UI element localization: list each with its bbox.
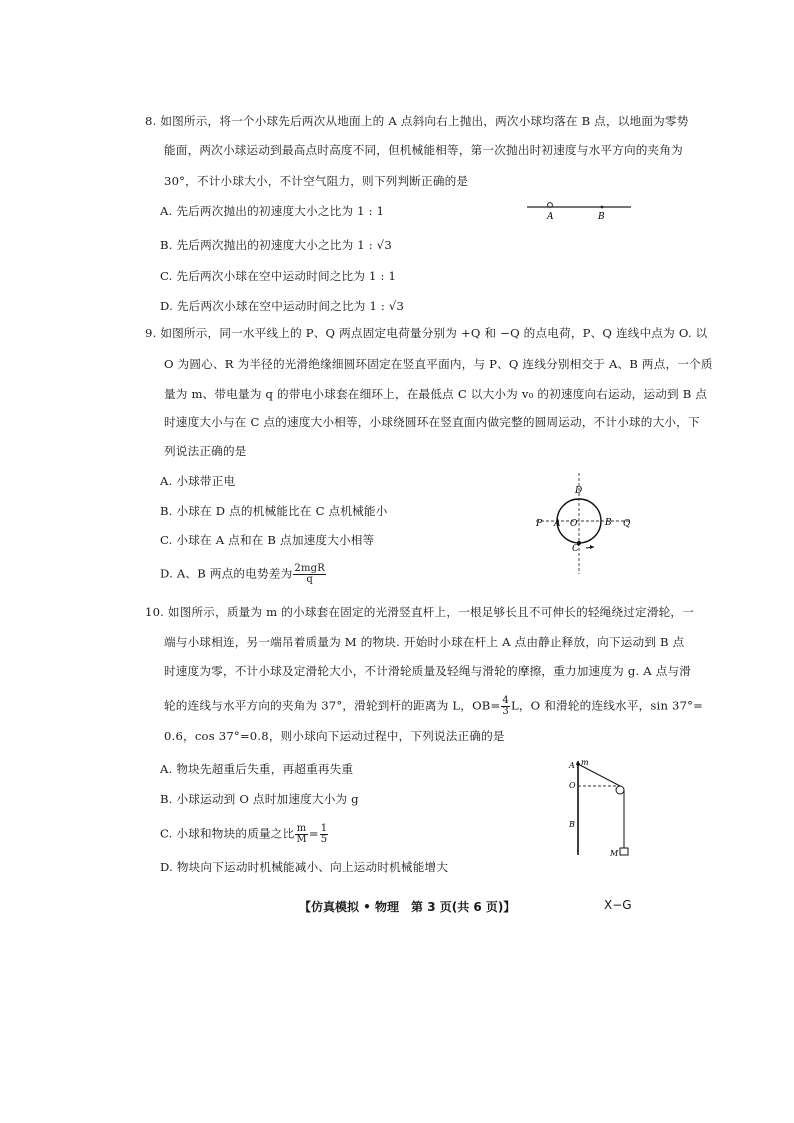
q8-option-b: B. 先后两次抛出的初速度大小之比为 1 : √3	[160, 238, 392, 252]
page-footer: 【仿真模拟 • 物理 第 3 页(共 6 页)】	[299, 900, 516, 914]
point-b-dot	[601, 206, 604, 209]
pulley	[616, 786, 624, 794]
q8-option-a: A. 先后两次抛出的初速度大小之比为 1 : 1	[160, 204, 385, 218]
q10-option-c-lhs-num: m	[296, 823, 307, 834]
label-o: O	[569, 781, 576, 790]
label-q: Q	[623, 519, 631, 529]
label-b: B	[569, 820, 575, 829]
q9-option-d-num: 2mgR	[294, 563, 325, 574]
q10-option-c-eq: =	[308, 826, 319, 841]
q10-stem-line-3: 时速度为零，不计小球及定滑轮大小，不计滑轮质量及轻绳与滑轮的摩擦，重力加速度为 g. A 点与滑	[164, 664, 692, 678]
q10-option-c-prefix: C. 小球和物块的质量之比	[160, 826, 295, 841]
rope-a-to-pulley	[578, 764, 620, 786]
q9-option-d-prefix: D. A、B 两点的电势差为	[160, 566, 293, 581]
q8-figure	[525, 198, 635, 222]
q10-stem-line-4	[164, 696, 703, 717]
q8-option-d: D. 先后两次小球在空中运动时间之比为 1 : √3	[160, 299, 405, 313]
q10-option-c-lhs	[295, 824, 307, 845]
q10-option-c-lhs-den: M	[296, 834, 307, 845]
q9-stem-line-1: 9. 如图所示，同一水平线上的 P、Q 两点固定电荷量分别为 +Q 和 −Q 的点电荷，P、Q 连线中点为 O. 以	[145, 326, 708, 340]
q8-stem-line-2: 能面，两次小球运动到最高点时高度不同，但机械能相等，第一次抛出时初速度与水平方向的夹角为	[164, 143, 683, 157]
label-a: A	[569, 761, 575, 770]
q9-option-d-fraction	[293, 564, 326, 585]
q10-stem-line-1: 10. 如图所示，质量为 m 的小球套在固定的光滑竖直杆上，一根足够长且不可伸长的轻绳绕过定滑轮，一	[145, 605, 695, 619]
label-a: A	[547, 212, 554, 222]
q8-stem-line-1: 8. 如图所示，将一个小球先后两次从地面上的 A 点斜向右上抛出，两次小球均落在 B 点，以地面为零势	[145, 114, 689, 128]
q9-figure	[530, 470, 640, 580]
paper-code: X−G	[604, 898, 632, 912]
label-p: P	[536, 519, 543, 529]
label-o: O	[570, 519, 578, 529]
q10-stem-line-4-suffix: L，O 和滑轮的连线水平，sin 37°=	[510, 698, 704, 713]
q9-option-d	[160, 564, 327, 585]
q10-stem-line-5: 0.6，cos 37°=0.8，则小球向下运动过程中，下列说法正确的是	[164, 729, 505, 743]
label-b: B	[598, 212, 605, 222]
q9-stem-line-5: 列说法正确的是	[164, 444, 247, 458]
label-b: B	[605, 518, 612, 528]
q8-stem-line-3: 30°，不计小球大小，不计空气阻力，则下列判断正确的是	[164, 174, 469, 188]
q10-stem-line-4-prefix: 轮的连线与水平方向的夹角为 37°，滑轮到杆的距离为 L，OB=	[164, 698, 501, 713]
q10-option-c-rhs-num: 1	[320, 823, 328, 834]
q10-option-c	[160, 824, 329, 845]
ball-at-a	[576, 762, 580, 766]
q10-ob-num: 4	[502, 695, 509, 706]
label-d: D	[575, 486, 583, 496]
q9-stem-line-2: O 为圆心、R 为半径的光滑绝缘细圆环固定在竖直平面内，与 P、Q 连线分别相交于 A、B 两点，一个质	[164, 357, 713, 371]
q9-option-d-den: q	[306, 574, 313, 585]
q10-stem-line-2: 端与小球相连，另一端吊着质量为 M 的物块. 开始时小球在杆上 A 点由静止释放，向下运动到 B 点	[164, 635, 685, 649]
q10-figure	[560, 755, 640, 865]
q10-option-a: A. 物块先超重后失重，再超重再失重	[160, 762, 354, 776]
q10-option-b: B. 小球运动到 O 点时加速度大小为 g	[160, 792, 359, 806]
q8-option-c: C. 先后两次小球在空中运动时间之比为 1 : 1	[160, 269, 397, 283]
q10-option-d: D. 物块向下运动时机械能减小、向上运动时机械能增大	[160, 860, 449, 874]
label-c: C	[572, 544, 579, 554]
q10-option-c-rhs	[320, 824, 329, 845]
label-m: m	[581, 758, 589, 767]
q9-option-a: A. 小球带正电	[160, 474, 236, 488]
q10-option-c-rhs-den: 5	[320, 834, 328, 845]
q9-stem-line-3: 量为 m、带电量为 q 的带电小球套在细环上，在最低点 C 以大小为 v₀ 的初速度向右运动，运动到 B 点	[164, 387, 708, 401]
q10-ob-den: 3	[502, 706, 509, 717]
q10-ob-fraction	[501, 696, 510, 717]
q9-option-c: C. 小球在 A 点和在 B 点加速度大小相等	[160, 533, 375, 547]
block-m	[620, 848, 628, 855]
q9-option-b: B. 小球在 D 点的机械能比在 C 点机械能小	[160, 504, 388, 518]
label-a: A	[554, 519, 561, 529]
label-big-m: M	[610, 849, 619, 858]
velocity-arrow-head	[590, 545, 594, 549]
q9-stem-line-4: 时速度大小与在 C 点的速度大小相等，小球绕圆环在竖直面内做完整的圆周运动，不计小球的大小，下	[164, 415, 700, 429]
